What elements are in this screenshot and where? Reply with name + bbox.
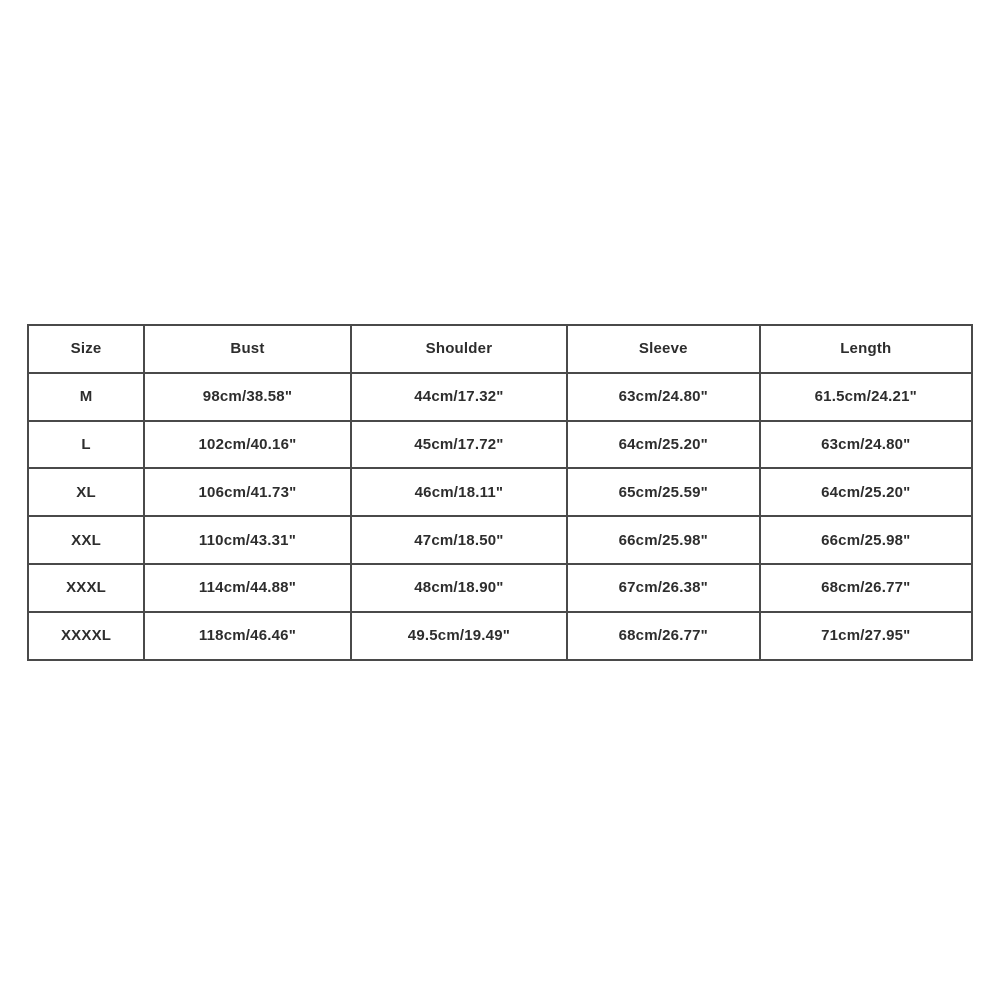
measurement-cell: 48cm/18.90"	[351, 564, 567, 612]
measurement-cell: 44cm/17.32"	[351, 373, 567, 421]
measurement-cell: 114cm/44.88"	[144, 564, 351, 612]
measurement-cell: 98cm/38.58"	[144, 373, 351, 421]
measurement-cell: 68cm/26.77"	[760, 564, 972, 612]
measurement-cell: 118cm/46.46"	[144, 612, 351, 660]
size-chart	[27, 324, 973, 661]
measurement-cell: 66cm/25.98"	[760, 516, 972, 564]
size-label-cell: XXXL	[28, 564, 144, 612]
measurement-cell: 65cm/25.59"	[567, 468, 760, 516]
measurement-cell: 63cm/24.80"	[567, 373, 760, 421]
measurement-cell: 68cm/26.77"	[567, 612, 760, 660]
measurement-cell: 64cm/25.20"	[760, 468, 972, 516]
measurement-cell: 110cm/43.31"	[144, 516, 351, 564]
measurement-cell: 61.5cm/24.21"	[760, 373, 972, 421]
measurement-cell: 66cm/25.98"	[567, 516, 760, 564]
column-header: Size	[28, 325, 144, 373]
table-row	[28, 612, 972, 660]
measurement-cell: 63cm/24.80"	[760, 421, 972, 469]
measurement-cell: 49.5cm/19.49"	[351, 612, 567, 660]
table-row	[28, 373, 972, 421]
measurement-cell: 67cm/26.38"	[567, 564, 760, 612]
size-label-cell: M	[28, 373, 144, 421]
column-header: Shoulder	[351, 325, 567, 373]
size-chart-table	[27, 324, 973, 661]
size-label-cell: XXL	[28, 516, 144, 564]
measurement-cell: 64cm/25.20"	[567, 421, 760, 469]
measurement-cell: 45cm/17.72"	[351, 421, 567, 469]
measurement-cell: 46cm/18.11"	[351, 468, 567, 516]
table-row	[28, 564, 972, 612]
header-row	[28, 325, 972, 373]
measurement-cell: 106cm/41.73"	[144, 468, 351, 516]
table-row	[28, 516, 972, 564]
size-label-cell: L	[28, 421, 144, 469]
measurement-cell: 71cm/27.95"	[760, 612, 972, 660]
size-label-cell: XL	[28, 468, 144, 516]
column-header: Length	[760, 325, 972, 373]
size-label-cell: XXXXL	[28, 612, 144, 660]
table-row	[28, 468, 972, 516]
column-header: Sleeve	[567, 325, 760, 373]
measurement-cell: 102cm/40.16"	[144, 421, 351, 469]
measurement-cell: 47cm/18.50"	[351, 516, 567, 564]
column-header: Bust	[144, 325, 351, 373]
table-row	[28, 421, 972, 469]
